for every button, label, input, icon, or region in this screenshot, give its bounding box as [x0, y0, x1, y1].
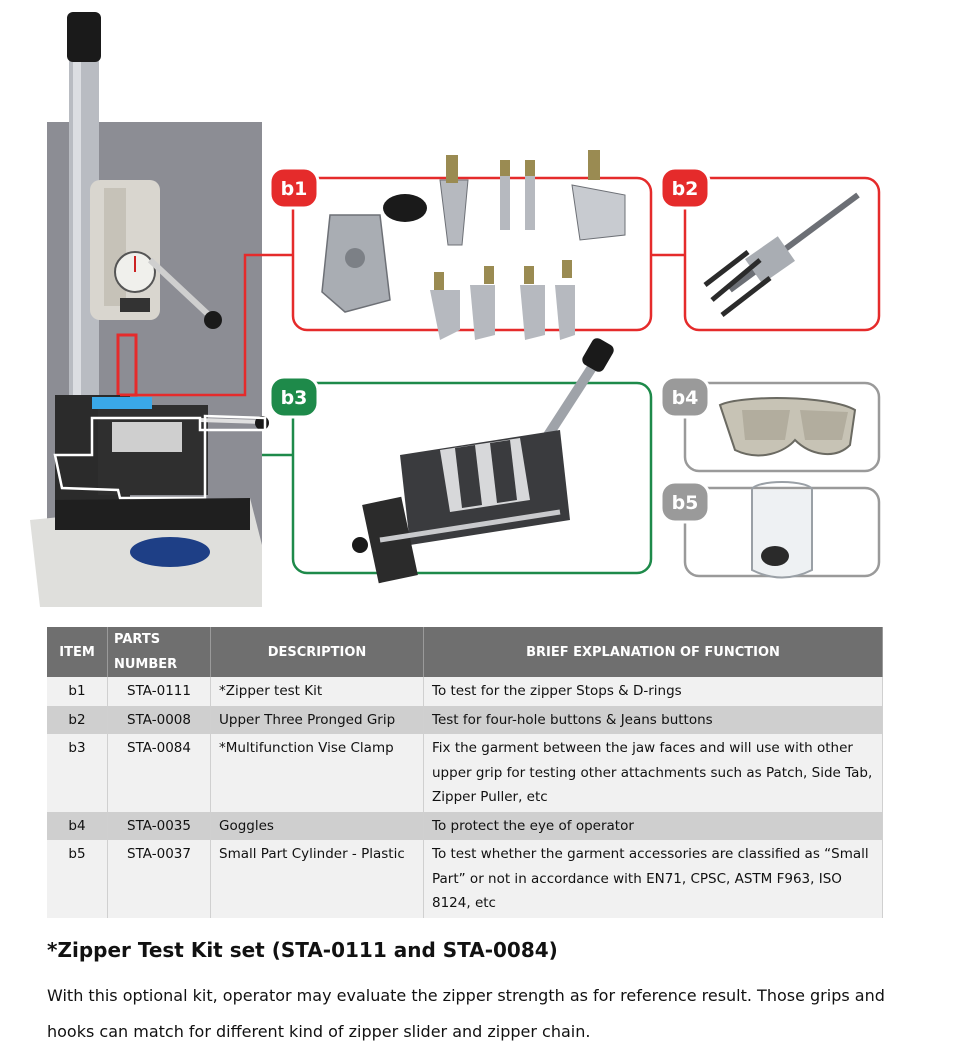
svg-text:b4: b4	[671, 387, 699, 409]
header-item: ITEM	[47, 627, 108, 677]
table-header-row	[47, 627, 883, 677]
cell-item: b5	[47, 840, 108, 918]
cell-function: Fix the garment between the jaw faces and will use with other upper grip for testing other attachments such as Patch, Side Tab, Zipper Puller, etc	[424, 734, 883, 812]
callout-b3	[270, 377, 318, 417]
cell-function: To test whether the garment accessories are classified as “Small Part” or not in accordance with EN71, CPSC, ASTM F963, ISO 8124, etc	[424, 840, 883, 918]
parts-table	[47, 627, 883, 918]
cell-item: b4	[47, 812, 108, 841]
table-row	[47, 677, 883, 706]
cell-item: b1	[47, 677, 108, 706]
kit-title: *Zipper Test Kit set (STA-0111 and STA-0084)	[47, 938, 558, 962]
cell-function: To test for the zipper Stops & D-rings	[424, 677, 883, 706]
vise-clamp-image	[352, 336, 616, 583]
svg-text:b3: b3	[280, 387, 308, 409]
svg-text:b5: b5	[671, 492, 699, 514]
cell-part-number: STA-0084	[108, 734, 211, 812]
table-row	[47, 706, 883, 735]
header-function: BRIEF EXPLANATION OF FUNCTION	[424, 627, 883, 677]
table-row	[47, 734, 883, 812]
table-row	[47, 840, 883, 918]
three-pronged-grip-image	[705, 195, 858, 315]
header-description: DESCRIPTION	[211, 627, 424, 677]
cell-description: Goggles	[211, 812, 424, 841]
cell-part-number: STA-0008	[108, 706, 211, 735]
tester-stand-photo	[30, 12, 269, 607]
small-part-cylinder-image	[752, 482, 812, 578]
cell-part-number: STA-0035	[108, 812, 211, 841]
cell-description: *Zipper test Kit	[211, 677, 424, 706]
svg-text:b2: b2	[671, 178, 699, 200]
cell-function: Test for four-hole buttons & Jeans buttons	[424, 706, 883, 735]
header-parts-number: PARTS NUMBER	[108, 627, 211, 677]
cell-part-number: STA-0037	[108, 840, 211, 918]
callout-b2	[661, 168, 709, 208]
svg-text:b1: b1	[280, 178, 308, 200]
callout-b4	[661, 377, 709, 417]
cell-function: To protect the eye of operator	[424, 812, 883, 841]
callout-b5	[661, 482, 709, 522]
cell-item: b3	[47, 734, 108, 812]
cell-part-number: STA-0111	[108, 677, 211, 706]
cell-description: Small Part Cylinder - Plastic	[211, 840, 424, 918]
cell-description: Upper Three Pronged Grip	[211, 706, 424, 735]
table-row	[47, 812, 883, 841]
kit-description: With this optional kit, operator may evaluate the zipper strength as for reference result. Those grips and hooks can match for different kind of zipper slider and zipper chain.	[47, 986, 885, 1041]
cell-description: *Multifunction Vise Clamp	[211, 734, 424, 812]
callout-b1	[270, 168, 318, 208]
cell-item: b2	[47, 706, 108, 735]
goggles-image	[720, 398, 855, 455]
